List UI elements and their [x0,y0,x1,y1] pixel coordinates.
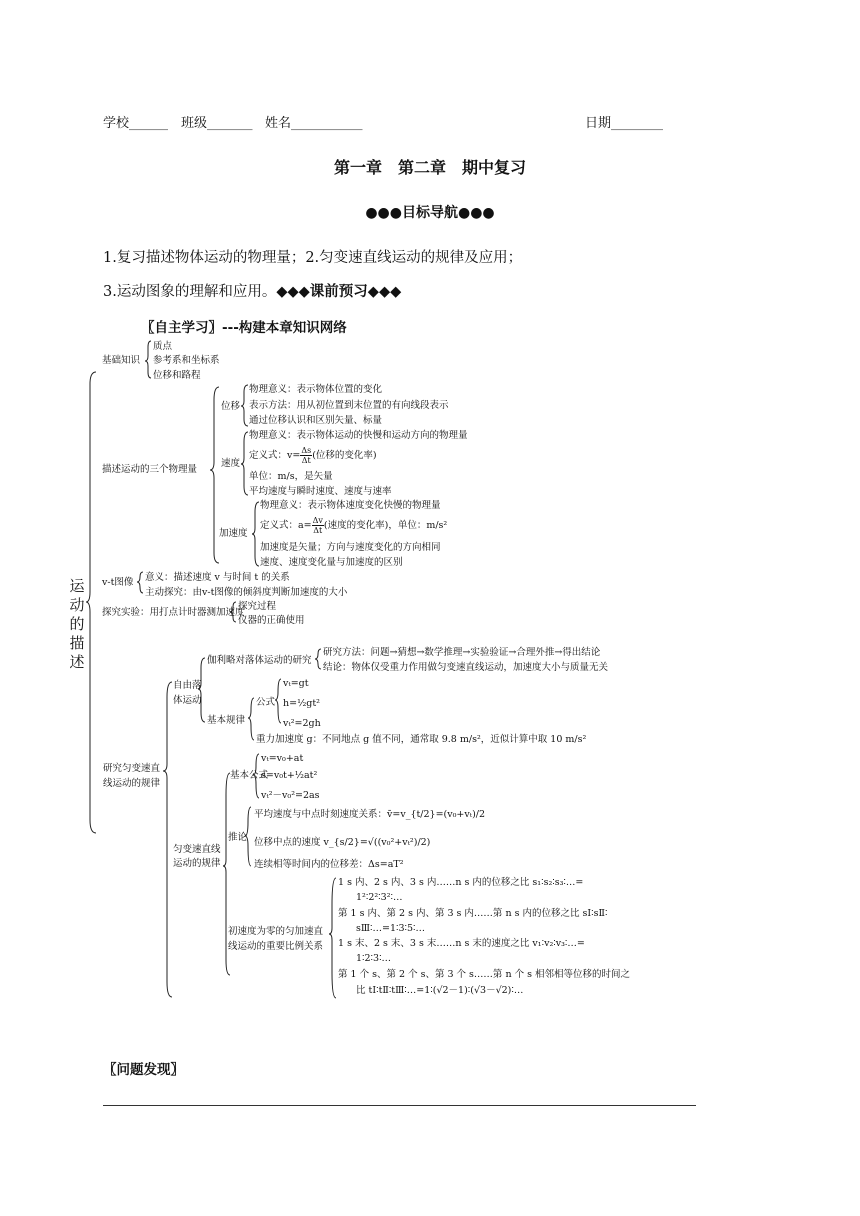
displacement-label: 位移 [221,401,241,412]
gravity-note: 重力加速度 g：不同地点 g 值不同，通常取 9.8 m/s²，近似计算中取 10 m/s² [256,734,587,745]
displacement-item: 通过位移认识和区别矢量、标量 [249,415,383,426]
goal-line-1: 1.复习描述物体运动的物理量；2.匀变速直线运动的规律及应用； [103,250,523,266]
velocity-item: 平均速度与瞬时速度、速度与速率 [249,486,392,497]
inference-item: 平均速度与中点时刻速度关系：v̄=v_{t/2}=(v₀+vₜ)/2 [254,809,486,820]
uniform-accel-label: 研究匀变速直 [103,763,161,774]
inference-item: 连续相等时间内的位移差：Δs=aT² [254,859,404,870]
free-fall-label: 自由落 [173,680,202,691]
vt-graph-item: 主动探究：由v-t图像的倾斜度判断加速度的大小 [145,587,348,598]
ratio-line: 1²∶2²∶3²∶… [356,892,403,903]
ratio-line: 第 1 s 内、第 2 s 内、第 3 s 内……第 n s 内的位移之比 sⅠ∶sⅡ∶ [338,908,608,919]
ratio-line: sⅢ∶…=1∶3∶5∶… [356,923,426,934]
preview-heading: ◆◆◆课前预习◆◆◆ [276,284,402,300]
free-fall-formula: vₜ²=2gh [283,718,321,729]
vt-graph-label: v-t图像 [102,577,134,588]
displacement-item: 表示方法：用从初位置到末位置的有向线段表示 [249,400,449,411]
ratio-label: 初速度为零的匀加速直 [228,926,324,937]
acceleration-item: 物理意义：表示物体速度变化快慢的物理量 [260,500,441,511]
experiment-item: 探究过程 [238,601,277,612]
free-fall-formula: vₜ=gt [283,678,309,689]
galileo-item: 研究方法：问题→猜想→数学推理→实验验证→合理外推→得出结论 [323,647,601,658]
basic-law-label: 基本规律 [207,715,246,726]
basics-item: 参考系和坐标系 [153,355,220,366]
ratio-label: 线运动的重要比例关系 [228,941,324,952]
ratio-line: 比 tⅠ∶tⅡ∶tⅢ∶…=1∶(√2－1)∶(√3－√2)∶… [356,985,524,996]
class-field: 班级_______ [181,116,253,131]
school-field: 学校______ [103,116,169,131]
basics-item: 位移和路程 [153,370,201,381]
answer-line[interactable] [103,1105,696,1106]
acceleration-item: 加速度是矢量；方向与速度变化的方向相同 [260,542,441,553]
name-field: 姓名___________ [265,116,363,131]
displacement-item: 物理意义：表示物体位置的变化 [249,384,383,395]
galileo-item: 结论：物体仅受重力作用做匀变速直线运动，加速度大小与质量无关 [323,662,609,673]
ratio-line: 第 1 个 s、第 2 个 s、第 3 个 s……第 n 个 s 相邻相等位移的时间之 [338,969,631,980]
three-quantities-label: 描述运动的三个物理量 [102,464,198,475]
self-study-heading: 〖自主学习〗---构建本章知识网络 [141,320,347,336]
basics-item: 质点 [153,341,173,352]
free-fall-formula: h=½gt² [283,698,320,709]
uniform-label: 运动的规律 [173,858,221,869]
goal-line-2-text: 3.运动图象的理解和应用。 [103,284,277,300]
velocity-label: 速度 [221,458,241,469]
uniform-accel-label: 线运动的规律 [103,778,161,789]
basics-label: 基础知识 [102,355,141,366]
velocity-item: 物理意义：表示物体运动的快慢和运动方向的物理量 [249,430,468,441]
uniform-formula: vₜ=v₀+at [261,753,304,764]
vt-graph-item: 意义：描述速度 v 与时间 t 的关系 [145,572,290,583]
date-field: 日期________ [585,116,664,131]
ratio-line: 1 s 内、2 s 内、3 s 内……n s 内的位移之比 s₁∶s₂∶s₃∶…= [338,877,584,888]
galileo-label: 伽利略对落体运动的研究 [207,655,312,666]
velocity-item: 单位：m/s，是矢量 [249,471,333,482]
uniform-formula: s=v₀t+½at² [261,770,318,781]
basic-formula-label: 基本公式 [230,770,269,781]
page-title: 第一章 第二章 期中复习 [333,158,526,177]
experiment-label: 探究实验：用打点计时器测加速度 [102,607,245,618]
formula-label: 公式 [256,697,276,708]
acceleration-item: 速度、速度变化量与加速度的区别 [260,557,403,568]
uniform-label: 匀变速直线 [173,844,221,855]
acceleration-label: 加速度 [219,528,248,539]
acceleration-definition: 定义式：a= $\frac{\Delta v}{\Delta t}$ (速度的变化率)，单位：m/s² [260,516,448,535]
inference-item: 位移中点的速度 v_{s/2}=√((v₀²+vₜ²)/2) [254,837,431,848]
experiment-item: 仪器的正确使用 [238,615,305,626]
problem-heading: 〖问题发现〗 [103,1062,184,1078]
goal-nav-heading: ●●●目标导航●●● [365,205,495,221]
free-fall-label: 体运动 [173,695,202,706]
velocity-definition: 定义式：v= $\frac{\Delta s}{\Delta t}$ (位移的变化率) [249,446,377,465]
inference-label: 推论 [228,832,248,843]
uniform-formula: vₜ²－v₀²=2as [261,790,320,801]
ratio-line: 1 s 末、2 s 末、3 s 末……n s 末的速度之比 v₁∶v₂∶v₃∶…= [338,938,585,949]
ratio-line: 1∶2∶3∶… [356,953,392,964]
root-label: 运动的描述 [69,577,85,671]
